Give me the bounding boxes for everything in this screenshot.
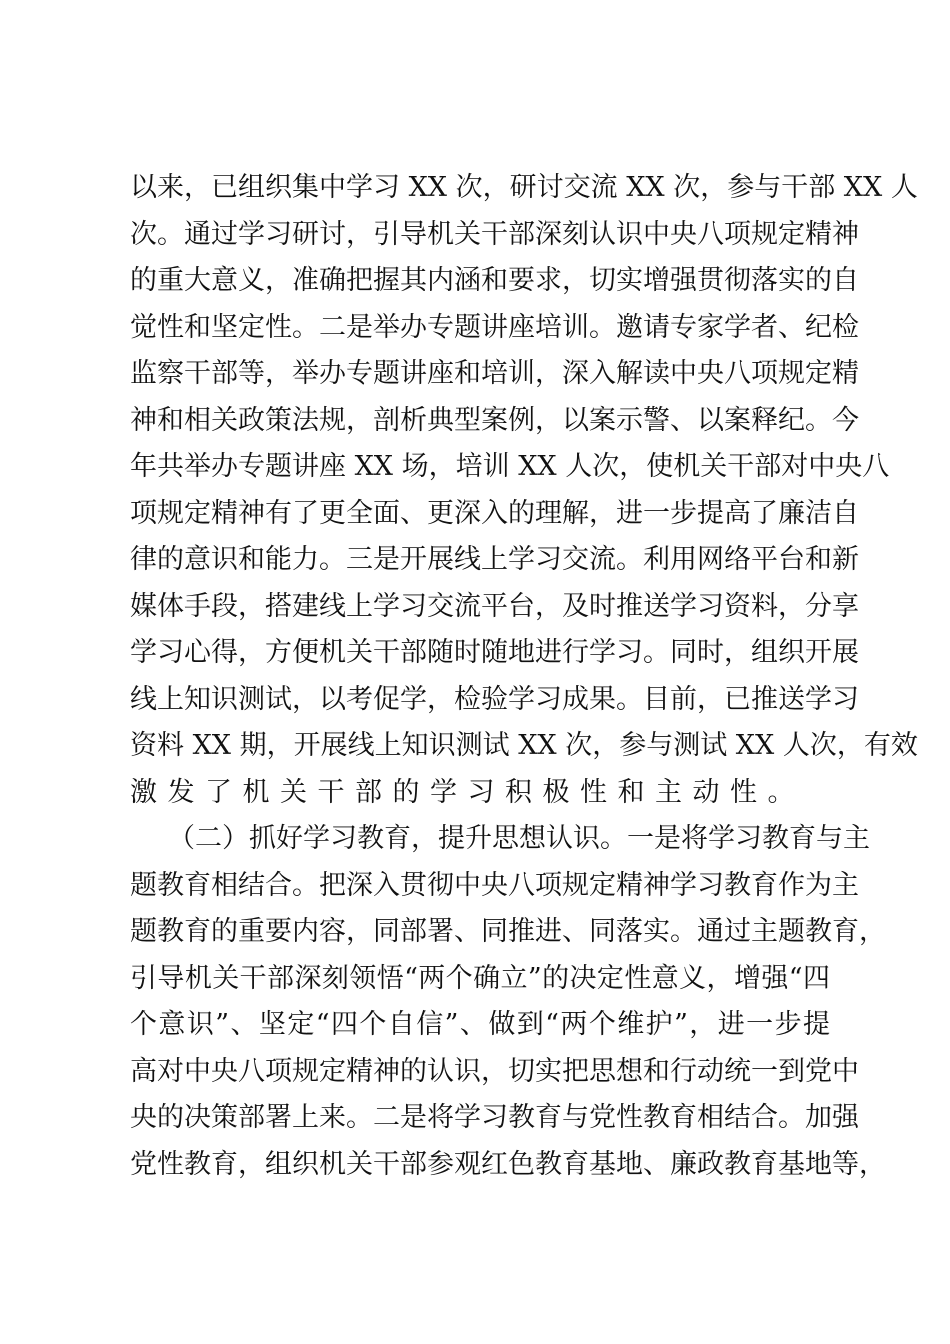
text-line: 题教育的重要内容，同部署、同推进、同落实。通过主题教育， [130, 916, 886, 947]
paragraph-study-education [130, 816, 886, 1188]
text-line: 神和相关政策法规，剖析典型案例，以案示警、以案释纪。今 [130, 404, 859, 436]
text-line: 觉性和坚定性。二是举办专题讲座培训。邀请专家学者、纪检 [130, 311, 859, 343]
text-run: 一是将学习教育与主 [627, 823, 870, 854]
text-line: 央的决策部署上来。二是将学习教育与党性教育相结合。加强 [130, 1102, 859, 1133]
text-line: 学习心得，方便机关干部随时随地进行学习。同时，组织开展 [130, 637, 859, 668]
text-line: 年共举办专题讲座 XX 场，培训 XX 人次，使机关干部对中央八 [130, 451, 890, 482]
text-line: 引导机关干部深刻领悟“两个确立”的决定性意义，增强“四 [130, 962, 830, 994]
text-line: 以来，已组织集中学习 XX 次，研讨交流 XX 次，参与干部 XX 人 [130, 172, 918, 203]
paragraph-study-activities [130, 165, 918, 816]
text-line: 次。通过学习研讨，引导机关干部深刻认识中央八项规定精神 [130, 218, 859, 250]
text-line: 的重大意义，准确把握其内涵和要求，切实增强贯彻落实的自 [130, 265, 859, 296]
section-heading: （二）抓好学习教育，提升思想认识。 [168, 823, 627, 854]
text-line: 高对中央八项规定精神的认识，切实把思想和行动统一到党中 [130, 1055, 859, 1087]
text-line: 题教育相结合。把深入贯彻中央八项规定精神学习教育作为主 [130, 869, 859, 901]
text-line: 律的意识和能力。三是开展线上学习交流。利用网络平台和新 [130, 544, 859, 575]
section-heading-line [130, 816, 870, 863]
text-line: 资料 XX 期，开展线上知识测试 XX 次，参与测试 XX 人次，有效 [130, 730, 918, 761]
document-body [130, 165, 918, 1188]
text-line: 项规定精神有了更全面、更深入的理解，进一步提高了廉洁自 [130, 497, 859, 529]
text-line: 激发了机关干部的学习积极性和主动性。 [130, 776, 805, 808]
text-line: 监察干部等，举办专题讲座和培训，深入解读中央八项规定精 [130, 358, 859, 389]
text-line: 线上知识测试，以考促学，检验学习成果。目前，已推送学习 [130, 683, 859, 715]
text-line: 个意识”、坚定“四个自信”、做到“两个维护”，进一步提 [130, 1009, 830, 1040]
text-line: 媒体手段，搭建线上学习交流平台，及时推送学习资料，分享 [130, 590, 859, 622]
text-line: 党性教育，组织机关干部参观红色教育基地、廉政教育基地等， [130, 1148, 886, 1180]
